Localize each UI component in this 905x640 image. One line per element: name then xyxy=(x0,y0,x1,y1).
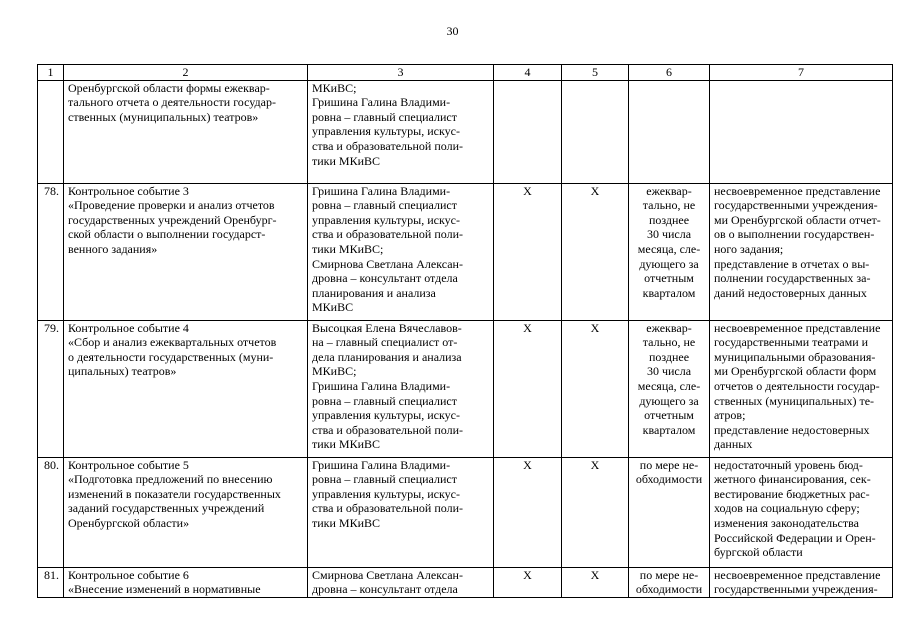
end-cell: X xyxy=(562,183,629,320)
responsible-cell: Гришина Галина Владими- ровна – главный специалист управления культуры, искус- ства и образовательной поли- тики МКиВС; Смирнова Светлана Алексан- дровна – консультант отдела планирования и анализа МКиВС xyxy=(308,183,494,320)
row-number: 78. xyxy=(38,183,64,320)
event-cell: Контрольное событие 3 «Проведение проверки и анализ отчетов государственных учреждений Оренбург- ской области о выполнении государст- венного задания» xyxy=(64,183,308,320)
event-cell: Контрольное событие 4 «Сбор и анализ ежеквартальных отчетов о деятельности государственных (муни- ципальных) театров» xyxy=(64,320,308,457)
row-number: 79. xyxy=(38,320,64,457)
row-number xyxy=(38,80,64,183)
event-cell: Контрольное событие 5 «Подготовка предложений по внесению изменений в показатели государственных заданий государственных учреждений Оренбургской области» xyxy=(64,457,308,567)
event-cell: Контрольное событие 6 «Внесение изменений в нормативные xyxy=(64,567,308,597)
start-cell: X xyxy=(494,183,562,320)
start-cell: X xyxy=(494,457,562,567)
end-cell: X xyxy=(562,457,629,567)
term-cell: ежеквар- тально, не позднее 30 числа месяца, сле- дующего за отчетным кварталом xyxy=(629,320,710,457)
row-number: 81. xyxy=(38,567,64,597)
plan-table xyxy=(37,64,893,598)
col-header: 4 xyxy=(494,65,562,81)
term-cell: по мере не- обходимости xyxy=(629,567,710,597)
col-header: 6 xyxy=(629,65,710,81)
risks-cell: несвоевременное представление государственными театрами и муниципальными образования- ми Оренбургской области форм отчетов о деятельности государ- ственных (муниципальных) те- атров; представление недостоверных данных xyxy=(710,320,893,457)
risks-cell xyxy=(710,80,893,183)
column-number-row xyxy=(38,65,893,81)
risks-cell: недостаточный уровень бюд- жетного финансирования, сек- вестирование бюджетных рас- ходов на социальную сферу; изменения законодательства Российской Федерации и Орен- бургской области xyxy=(710,457,893,567)
table-row xyxy=(38,567,893,597)
responsible-cell: Высоцкая Елена Вячеславов- на – главный специалист от- дела планирования и анализа МКиВС; Гришина Галина Владими- ровна – главный специалист управления культуры, искус- ства и образовательной поли- тики МКиВС xyxy=(308,320,494,457)
end-cell: X xyxy=(562,320,629,457)
end-cell xyxy=(562,80,629,183)
start-cell xyxy=(494,80,562,183)
page-number: 30 xyxy=(446,24,459,38)
col-header: 5 xyxy=(562,65,629,81)
table-row xyxy=(38,320,893,457)
event-cell: Оренбургской области формы ежеквар- тального отчета о деятельности государ- ственных (муниципальных) театров» xyxy=(64,80,308,183)
risks-cell: несвоевременное представление государственными учреждения- xyxy=(710,567,893,597)
risks-cell: несвоевременное представление государственными учреждения- ми Оренбургской области отчет- ов о выполнении государствен- ного задания; представление в отчетах о вы- полнении государственных за- даний недостоверных данных xyxy=(710,183,893,320)
table-row xyxy=(38,183,893,320)
responsible-cell: Гришина Галина Владими- ровна – главный специалист управления культуры, искус- ства и образовательной поли- тики МКиВС xyxy=(308,457,494,567)
responsible-cell: МКиВС; Гришина Галина Владими- ровна – главный специалист управления культуры, искус- ства и образовательной поли- тики МКиВС xyxy=(308,80,494,183)
term-cell: ежеквар- тально, не позднее 30 числа месяца, сле- дующего за отчетным кварталом xyxy=(629,183,710,320)
start-cell: X xyxy=(494,320,562,457)
row-number: 80. xyxy=(38,457,64,567)
end-cell: X xyxy=(562,567,629,597)
table-row xyxy=(38,457,893,567)
col-header: 1 xyxy=(38,65,64,81)
col-header: 7 xyxy=(710,65,893,81)
term-cell xyxy=(629,80,710,183)
table-row xyxy=(38,80,893,183)
start-cell: X xyxy=(494,567,562,597)
col-header: 3 xyxy=(308,65,494,81)
term-cell: по мере не- обходимости xyxy=(629,457,710,567)
responsible-cell: Смирнова Светлана Алексан- дровна – консультант отдела xyxy=(308,567,494,597)
col-header: 2 xyxy=(64,65,308,81)
